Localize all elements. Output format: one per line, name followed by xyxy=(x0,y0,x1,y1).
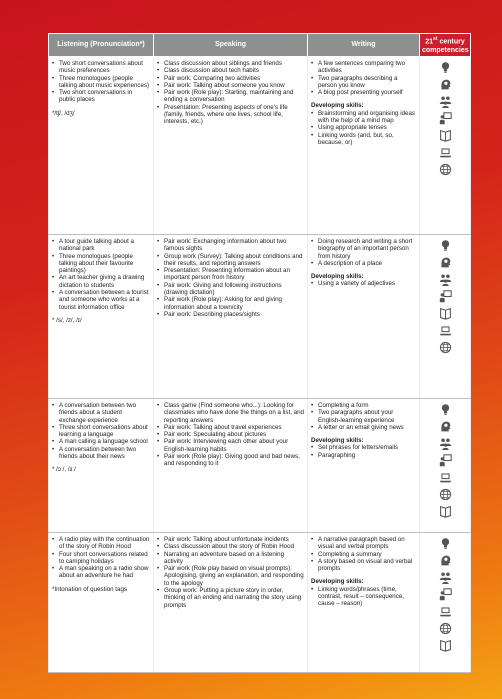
listening-cell xyxy=(49,235,154,399)
unit-row xyxy=(49,57,471,235)
speaking-item: • Class discussion about tech habits xyxy=(157,67,304,74)
writing-cell xyxy=(308,235,420,399)
speaking-cell xyxy=(154,235,308,399)
head-gears-icon xyxy=(439,78,452,91)
writing-item: • Two paragraphs about your English-learning experience xyxy=(311,409,416,424)
speaking-item: • Pair work (Role play): Asking for and giving information about a town/city xyxy=(157,296,304,311)
laptop-icon xyxy=(439,146,452,159)
writing-list xyxy=(311,536,416,572)
skill-item: • Using a variety of adjectives xyxy=(311,280,416,287)
skills-heading: Developing skills: xyxy=(311,578,364,586)
skill-list xyxy=(311,280,416,287)
globe-icon xyxy=(439,488,452,501)
speaking-item: • Pair work: Interviewing each other about your English-learning habits xyxy=(157,438,304,453)
skill-item: • Brainstorming and organising ideas with the help of a mind map xyxy=(311,110,416,125)
listening-item: • An art teacher giving a drawing dictation to students xyxy=(52,274,150,289)
speaking-item: • Pair work: Talking about unfortunate incidents xyxy=(157,536,304,543)
listening-item: • A conversation between two friends about their news xyxy=(52,446,150,461)
writing-list xyxy=(311,402,416,431)
writing-item: • Completing a form xyxy=(311,402,416,409)
speaking-item: • Pair work (Role play): Giving good and bad news, and responding to it xyxy=(157,453,304,468)
competencies-cell xyxy=(420,57,471,235)
speaking-item: • Pair work: Comparing two activities xyxy=(157,75,304,82)
presenter-icon xyxy=(439,112,452,125)
writing-item: • Two paragraphs describing a person you know xyxy=(311,75,416,90)
laptop-icon xyxy=(439,471,452,484)
speaking-list xyxy=(157,402,304,468)
group-icon xyxy=(439,273,452,286)
speaking-item: • Class game (Find someone who...): Looking for classmates who have done the things on a list, and reporting answers xyxy=(157,402,304,424)
listening-list xyxy=(52,238,150,311)
listening-item: • Two short conversations in public places xyxy=(52,89,150,104)
skills-heading: Developing skills: xyxy=(311,102,364,110)
writing-item: • Completing a summary xyxy=(311,551,416,558)
syllabus-sheet xyxy=(48,33,470,673)
speaking-cell xyxy=(154,533,308,673)
book-icon xyxy=(439,307,452,320)
writing-item: • A blog post presenting yourself xyxy=(311,89,416,96)
listening-item: • Three monologues (people talking about their favourite paintings) xyxy=(52,253,150,275)
unit-row xyxy=(49,235,471,399)
lightbulb-icon xyxy=(439,239,452,252)
lightbulb-icon xyxy=(439,537,452,550)
speaking-item: • Pair work: Giving and following instructions (drawing dictation) xyxy=(157,282,304,297)
speaking-list xyxy=(157,238,304,318)
competencies-prefix: 21 xyxy=(425,38,434,46)
speaking-cell xyxy=(154,57,308,235)
speaking-list xyxy=(157,536,304,609)
speaking-item: • Group work: Putting a picture story in order, thinking of an ending and narrating the story using prompts xyxy=(157,587,304,609)
speaking-item: • Pair work: Speculating about pictures xyxy=(157,431,304,438)
laptop-icon xyxy=(439,605,452,618)
listening-cell xyxy=(49,533,154,673)
syllabus-table xyxy=(48,33,471,673)
presenter-icon xyxy=(439,290,452,303)
listening-item: • A man speaking on a radio show about an adventure he had xyxy=(52,565,150,580)
speaking-item: • Pair work: Describing places/sights xyxy=(157,311,304,318)
skill-item: • Using appropriate tenses xyxy=(311,124,416,131)
writing-list xyxy=(311,60,416,96)
listening-cell xyxy=(49,399,154,533)
presenter-icon xyxy=(439,588,452,601)
competencies-sup: st xyxy=(433,36,438,43)
globe-icon xyxy=(439,163,452,176)
presenter-icon xyxy=(439,454,452,467)
writing-cell xyxy=(308,533,420,673)
writing-item: • A few sentences comparing two activities xyxy=(311,60,416,75)
listening-item: • Three monologues (people talking about music experiences) xyxy=(52,75,150,90)
listening-item: • A conversation between a tourist and someone who works at a tourist information office xyxy=(52,289,150,311)
pronunciation-note: *Intonation of question tags xyxy=(52,585,127,593)
listening-list xyxy=(52,60,150,104)
skills-heading: Developing skills: xyxy=(311,273,364,281)
speaking-item: • Class discussion about siblings and friends xyxy=(157,60,304,67)
group-icon xyxy=(439,437,452,450)
skill-item: • Linking words (and, but, so, because, or) xyxy=(311,132,416,147)
speaking-item: • Pair work: Talking about travel experiences xyxy=(157,424,304,431)
speaking-item: • Pair work: Exchanging information about two famous sights xyxy=(157,238,304,253)
globe-icon xyxy=(439,622,452,635)
book-icon xyxy=(439,639,452,652)
globe-icon xyxy=(439,341,452,354)
competencies-cell xyxy=(420,533,471,673)
listening-item: • A conversation between two friends about a student exchange experience xyxy=(52,402,150,424)
listening-item: • A tour guide talking about a national park xyxy=(52,238,150,253)
head-gears-icon xyxy=(439,554,452,567)
writing-cell xyxy=(308,399,420,533)
speaking-item: • Presentation: Presenting information about an important person from history xyxy=(157,267,304,282)
group-icon xyxy=(439,95,452,108)
writing-cell xyxy=(308,57,420,235)
speaking-item: • Class discussion about the story of Robin Hood xyxy=(157,543,304,550)
skill-item: • Set phrases for letters/emails xyxy=(311,444,416,451)
skills-heading: Developing skills: xyxy=(311,437,364,445)
pronunciation-note: */tʃ/, /dʒ/ xyxy=(52,109,75,117)
listening-cell xyxy=(49,57,154,235)
head-gears-icon xyxy=(439,420,452,433)
writing-item: • A letter or an email giving news xyxy=(311,424,416,431)
writing-item: • Doing research and writing a short biography of an important person from history xyxy=(311,238,416,260)
head-gears-icon xyxy=(439,256,452,269)
listening-list xyxy=(52,402,150,460)
group-icon xyxy=(439,571,452,584)
speaking-item: • Group work (Survey): Talking about conditions and their results, and reporting answers xyxy=(157,253,304,268)
speaking-item: • Pair work (Role play): Starting, maintaining and ending a conversation xyxy=(157,89,304,104)
competencies-cell xyxy=(420,399,471,533)
competencies-header xyxy=(420,34,471,57)
skill-list xyxy=(311,444,416,459)
pronunciation-note: * /ɔː/, /ɜː/ xyxy=(52,466,76,474)
listening-item: • A radio play with the continuation of the story of Robin Hood xyxy=(52,536,150,551)
skill-list xyxy=(311,110,416,146)
listening-header: Listening (Pronunciation*) xyxy=(49,34,154,57)
pronunciation-note: * /s/, /z/, /ɪ/ xyxy=(52,316,82,324)
writing-item: • A narrative paragraph based on visual and verbal prompts xyxy=(311,536,416,551)
speaking-item: • Pair work: Talking about someone you know xyxy=(157,82,304,89)
speaking-header: Speaking xyxy=(154,34,308,57)
listening-item: • Three short conversations about learning a language xyxy=(52,424,150,439)
listening-item: • Four short conversations related to camping holidays xyxy=(52,551,150,566)
laptop-icon xyxy=(439,324,452,337)
skill-item: • Paragraphing xyxy=(311,452,416,459)
speaking-item: • Pair work (Role play based on visual prompts): Apologising, giving an explanation, and responding to the apology xyxy=(157,565,304,587)
speaking-item: • Narrating an adventure based on a listening activity xyxy=(157,551,304,566)
unit-row xyxy=(49,533,471,673)
listening-item: • Two short conversations about music preferences xyxy=(52,60,150,75)
book-icon xyxy=(439,129,452,142)
header-row xyxy=(49,34,471,57)
skill-item: • Linking words/phrases (time, contrast, result – consequence, cause – reason) xyxy=(311,586,416,608)
skill-list xyxy=(311,586,416,608)
speaking-cell xyxy=(154,399,308,533)
lightbulb-icon xyxy=(439,403,452,416)
competencies-suffix: century competencies xyxy=(422,38,469,54)
listening-list xyxy=(52,536,150,580)
writing-item: • A story based on visual and verbal prompts xyxy=(311,558,416,573)
competencies-cell xyxy=(420,235,471,399)
listening-item: • A man calling a language school xyxy=(52,438,150,445)
lightbulb-icon xyxy=(439,61,452,74)
writing-list xyxy=(311,238,416,267)
writing-item: • A description of a place xyxy=(311,260,416,267)
speaking-item: • Presentation: Presenting aspects of one's life (family, friends, where one lives, school life, interests, etc.) xyxy=(157,104,304,126)
unit-row xyxy=(49,399,471,533)
book-icon xyxy=(439,505,452,518)
speaking-list xyxy=(157,60,304,126)
writing-header: Writing xyxy=(308,34,420,57)
